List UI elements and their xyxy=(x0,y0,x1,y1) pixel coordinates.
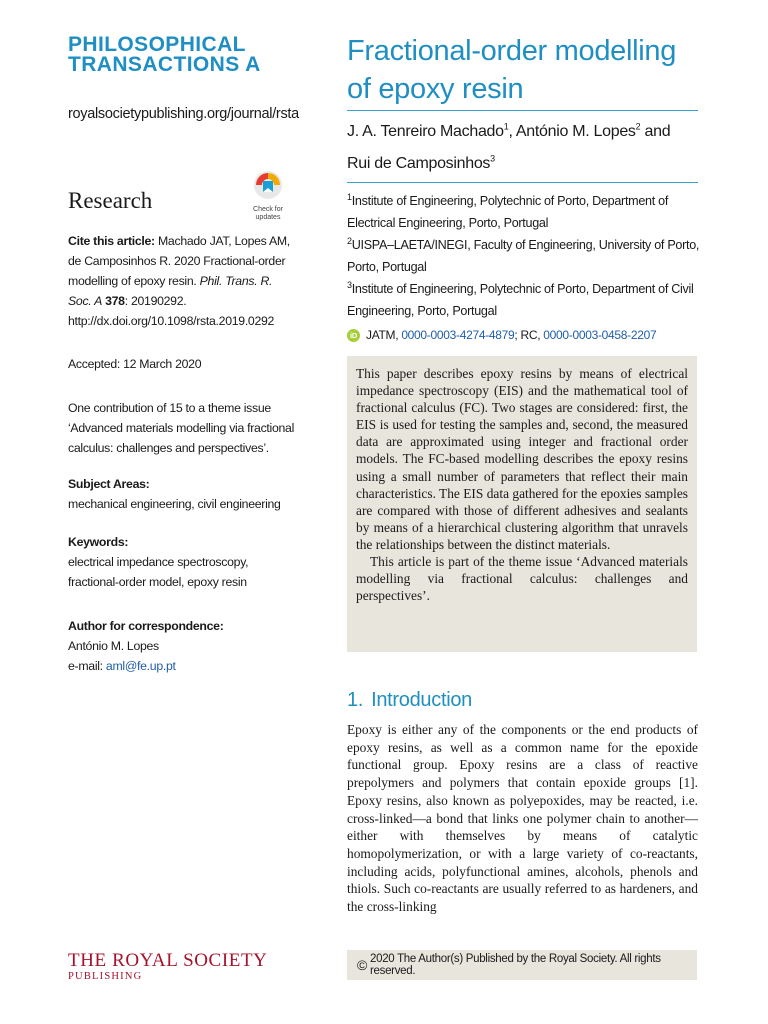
journal-name-line2: TRANSACTIONS A xyxy=(68,53,261,76)
abstract-box xyxy=(347,356,697,652)
paper-title: Fractional-order modelling of epoxy resin xyxy=(347,35,677,105)
check-updates-icon xyxy=(253,170,283,200)
correspondence-name: António M. Lopes xyxy=(68,639,159,653)
citation-text: Machado JAT, Lopes AM, de Camposinhos R. 2020 Fractional-order modelling of epoxy resin. xyxy=(68,234,290,288)
author-list xyxy=(347,116,698,180)
royal-society-logo xyxy=(68,951,268,983)
keywords-label: Keywords: xyxy=(68,535,129,549)
correspondence-email-link[interactable]: aml@fe.up.pt xyxy=(105,659,176,673)
citation-journal: Phil. Trans. R. Soc. A xyxy=(68,274,273,308)
citation-volume: 378 xyxy=(105,294,125,308)
correspondence-label: Author for correspondence: xyxy=(68,619,224,633)
keywords-text: electrical impedance spectroscopy, fractional-order model, epoxy resin xyxy=(68,555,249,589)
orcid-line xyxy=(347,328,656,342)
accepted-date: Accepted: 12 March 2020 xyxy=(68,357,202,371)
author-3: Rui de Camposinhos$^3$ xyxy=(347,153,495,172)
journal-name xyxy=(68,35,328,75)
title-rule xyxy=(347,110,698,111)
publisher-name: THE ROYAL SOCIETY xyxy=(68,950,268,971)
journal-name-line1: PHILOSOPHICAL xyxy=(68,33,246,56)
affiliation-1: $^1$Institute of Engineering, Polytechnic of Porto, Department of Electrical Engineering, Porto, Portugal xyxy=(347,191,669,230)
copyright-notice xyxy=(347,950,697,980)
citation-doi[interactable]: http://dx.doi.org/10.1098/rsta.2019.0292 xyxy=(68,314,275,328)
orcid-rc-link[interactable]: 0000-0003-0458-2207 xyxy=(543,328,657,342)
copyright-text: 2020 The Author(s) Published by the Royal Society. All rights reserved. xyxy=(370,953,661,977)
abstract xyxy=(356,365,688,604)
check-updates-line1: Check for xyxy=(253,206,283,213)
abstract-paragraph-2: This article is part of the theme issue ‘Advanced materials modelling via fractional calculus: challenges and perspectives’. xyxy=(356,554,688,604)
journal-url[interactable]: royalsocietypublishing.org/journal/rsta xyxy=(68,106,299,122)
section-number: 1. xyxy=(347,689,364,711)
section-title: Introduction xyxy=(371,689,473,711)
introduction-paragraph: Epoxy is either any of the components or the end products of epoxy resins, as well as a common name for the epoxide functional group. Epoxy resins are a class of reactive prepolymers and polymers that contain epoxide groups [1]. Epoxy resins, also known as polyepoxides, may be reacted, i.e. cross-linked—a bond that links one polymer chain to another—either with themselves by means of catalytic homopolymerization, or with a large variety of co-reactants, including acids, polyfunctional amines, alcohols, phenols and thiols. Such co-reactants are usually referred to as hardeners, and the cross-linking xyxy=(347,722,698,915)
citation-article-no: : 20190292. xyxy=(124,294,187,308)
author-2: António M. Lopes$^2$ and xyxy=(515,121,671,140)
check-updates-line2: updates xyxy=(255,213,281,221)
copyright-icon: © xyxy=(357,957,368,973)
authors-rule xyxy=(347,182,698,183)
orcid-jatm-link[interactable]: 0000-0003-4274-4879 xyxy=(401,328,515,342)
orcid-rc-label: ; RC, xyxy=(514,328,544,342)
abstract-paragraph-1: This paper describes epoxy resins by means of electrical impedance spectroscopy (EIS) and the mathematical tool of fractional calculus (FC). Two stages are considered: first, the EIS is used for testing the samples and, second, the measured data are approximated using integer and fractional order models. The FC-based modelling describes the epoxy resins using a small number of parameters that reflect their main characteristics. The EIS data gathered for the epoxies samples are compared with those of different adhesives and sealants by means of a hierarchical clustering algorithm that unravels the relationships between the distinct materials. xyxy=(356,366,688,552)
keywords xyxy=(68,532,298,592)
author-1: J. A. Tenreiro Machado$^1$, xyxy=(347,121,516,140)
email-prefix: e-mail: xyxy=(68,659,106,673)
subject-areas-label: Subject Areas: xyxy=(68,477,150,491)
citation-label: Cite this article: xyxy=(68,234,155,248)
affiliation-2: $^2$UISPA–LAETA/INEGI, Faculty of Engineering, University of Porto, Porto, Portugal xyxy=(347,235,700,274)
theme-issue-note: One contribution of 15 to a theme issue ‘Advanced materials modelling via fractional calculus: challenges and perspectives’. xyxy=(68,401,295,455)
section-heading xyxy=(347,689,480,712)
correspondence xyxy=(68,616,298,676)
citation-block xyxy=(68,231,298,331)
orcid-icon: iD xyxy=(347,329,360,342)
orcid-jatm-label: JATM, xyxy=(366,328,402,342)
check-for-updates-badge[interactable] xyxy=(244,170,292,220)
article-type: Research xyxy=(68,188,153,213)
subject-areas-text: mechanical engineering, civil engineering xyxy=(68,497,281,511)
affiliations xyxy=(347,190,702,322)
affiliation-3: $^3$Institute of Engineering, Polytechnic of Porto, Department of Civil Engineering, Porto, Portugal xyxy=(347,279,694,318)
subject-areas xyxy=(68,474,298,514)
publisher-subtitle: PUBLISHING xyxy=(68,971,143,982)
